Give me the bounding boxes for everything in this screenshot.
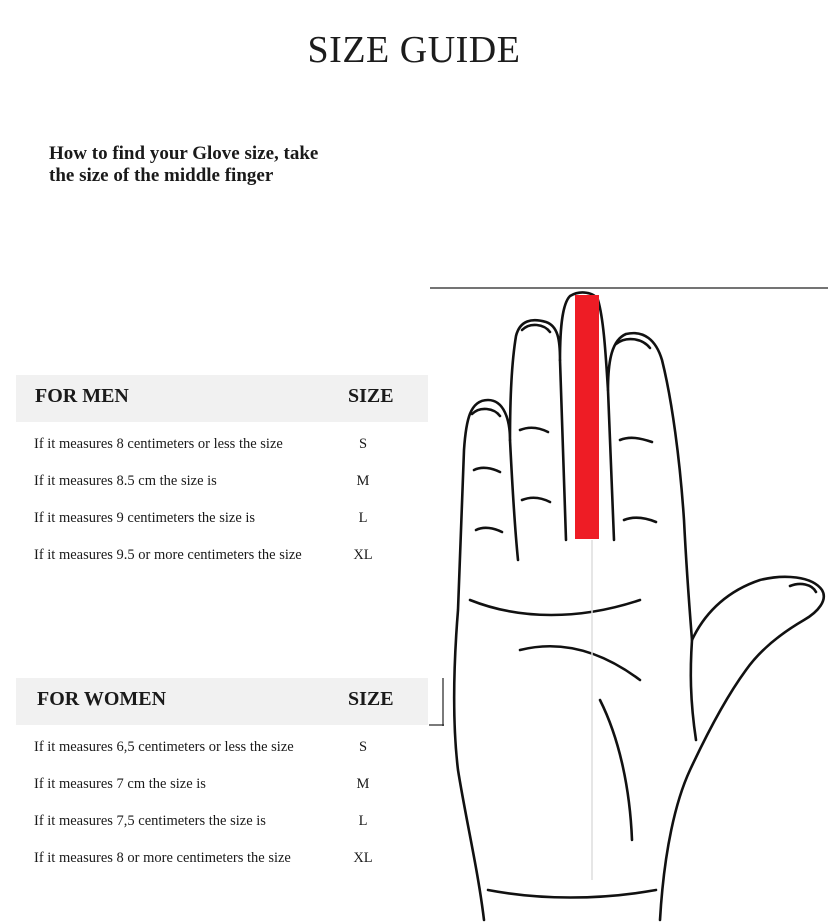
row-description: If it measures 8 or more centimeters the size — [34, 850, 291, 866]
row-description: If it measures 8.5 cm the size is — [34, 473, 217, 489]
men-header-label: FOR MEN — [35, 385, 129, 407]
row-description: If it measures 7,5 centimeters the size is — [34, 813, 266, 829]
table-row — [16, 510, 428, 547]
row-description: If it measures 9 centimeters the size is — [34, 510, 256, 526]
women-size-header: SIZE — [348, 688, 394, 710]
row-size: S — [358, 739, 368, 755]
women-table-header — [16, 678, 428, 725]
table-row — [16, 473, 428, 510]
hand-outline — [454, 293, 824, 920]
men-size-table — [16, 375, 428, 584]
row-size: M — [356, 776, 370, 792]
page-title: SIZE GUIDE — [307, 29, 521, 71]
women-table-body — [16, 725, 428, 887]
table-row — [16, 850, 428, 887]
intro-text — [49, 143, 409, 187]
table-row — [16, 739, 428, 776]
men-table-body — [16, 422, 428, 584]
hand-illustration — [428, 280, 828, 922]
table-row — [16, 776, 428, 813]
row-description: If it measures 7 cm the size is — [34, 776, 206, 792]
men-size-header: SIZE — [348, 385, 394, 407]
middle-finger-measure-bar — [575, 295, 599, 539]
row-size: L — [358, 813, 368, 829]
row-size: XL — [353, 850, 373, 866]
row-description: If it measures 8 centimeters or less the size — [34, 436, 283, 452]
row-size: XL — [353, 547, 373, 563]
table-row — [16, 436, 428, 473]
row-description: If it measures 6,5 centimeters or less the size — [34, 739, 294, 755]
row-size: S — [358, 436, 368, 452]
table-row — [16, 813, 428, 850]
row-size: M — [356, 473, 370, 489]
row-description: If it measures 9.5 or more centimeters the size — [34, 547, 302, 563]
row-size: L — [358, 510, 368, 526]
intro-line-1: How to find your Glove size, take — [49, 143, 319, 164]
women-size-table — [16, 678, 428, 887]
men-table-header — [16, 375, 428, 422]
women-header-label: FOR WOMEN — [37, 688, 167, 710]
intro-line-2: the size of the middle finger — [49, 165, 274, 186]
table-row — [16, 547, 428, 584]
